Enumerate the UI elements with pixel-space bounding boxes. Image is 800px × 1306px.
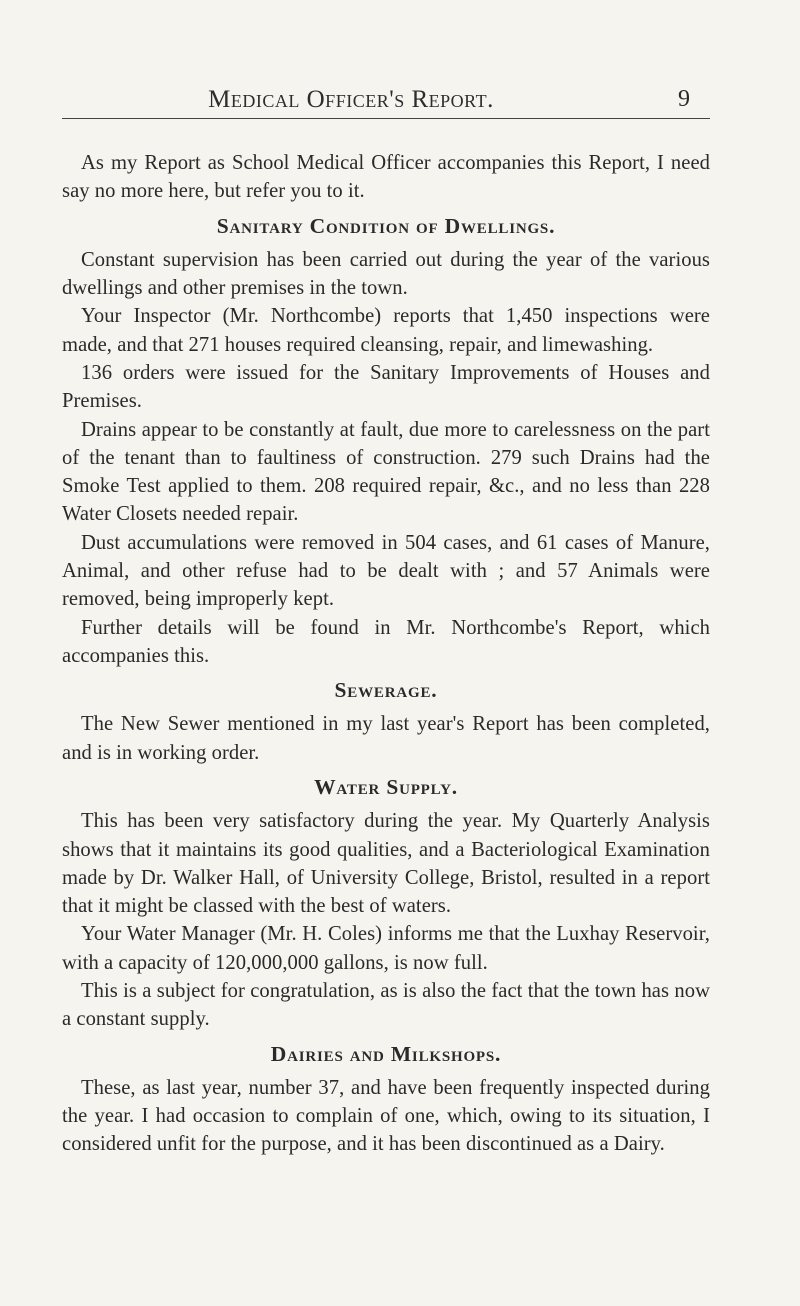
paragraph: Constant supervision has been carried out during the year of the various dwellings and other premises in the town. xyxy=(62,248,710,300)
paragraph: Your Inspector (Mr. Northcombe) reports that 1,450 inspections were made, and that 271 houses required cleansing, repair, and limewashing. xyxy=(62,305,710,356)
section-water-supply xyxy=(62,767,710,1034)
section-heading: Water Supply. xyxy=(314,775,458,800)
intro-paragraph: As my Report as School Medical Officer accompanies this Report, I need say no more here, but refer you to it. xyxy=(62,152,710,203)
paragraph: Dust accumulations were removed in 504 cases, and 61 cases of Manure, Animal, and other refuse had to be dealt with ; and 57 Animals were removed, being improperly kept. xyxy=(62,531,710,611)
paragraph: Your Water Manager (Mr. H. Coles) informs me that the Luxhay Reservoir, with a capacity of 120,000,000 gallons, is now full. xyxy=(62,923,710,974)
section-heading: Dairies and Milkshops. xyxy=(270,1041,502,1066)
paragraph: 136 orders were issued for the Sanitary Improvements of Houses and Premises. xyxy=(62,361,710,413)
paragraph: The New Sewer mentioned in my last year's Report has been completed, and is in working order. xyxy=(62,713,710,764)
paragraph: Further details will be found in Mr. Northcombe's Report, which accompanies this. xyxy=(62,616,710,667)
section-heading: Sewerage. xyxy=(334,678,438,703)
paragraph: This is a subject for congratulation, as is also the fact that the town has now a constant supply. xyxy=(62,980,710,1031)
running-head xyxy=(62,78,710,119)
paragraph: This has been very satisfactory during the year. My Quarterly Analysis shows that it maintains its good qualities, and a Bacteriological Examination made by Dr. Walker Hall, of University College, Bristol, resulted in a report that it might be classed with the best of waters. xyxy=(62,810,710,918)
report-body xyxy=(62,149,710,1159)
running-title: Medical Officer's Report. xyxy=(208,86,494,113)
page-number: 9 xyxy=(678,86,690,112)
section-heading: Sanitary Condition of Dwellings. xyxy=(216,213,556,238)
section-dairies xyxy=(62,1034,710,1159)
paragraph: Drains appear to be constantly at fault, due more to carelessness on the part of the tenant than to faultiness of construction. 279 such Drains had the Smoke Test applied to them. 208 required repair, &c., and no less than 228 Water Closets needed repair. xyxy=(62,418,710,526)
section-sanitary-condition xyxy=(62,206,710,671)
section-sewerage xyxy=(62,670,710,767)
paragraph: These, as last year, number 37, and have been frequently inspected during the year. I had occasion to complain of one, which, owing to its situation, I considered unfit for the purpose, and it has been discontinued as a Dairy. xyxy=(62,1076,710,1156)
